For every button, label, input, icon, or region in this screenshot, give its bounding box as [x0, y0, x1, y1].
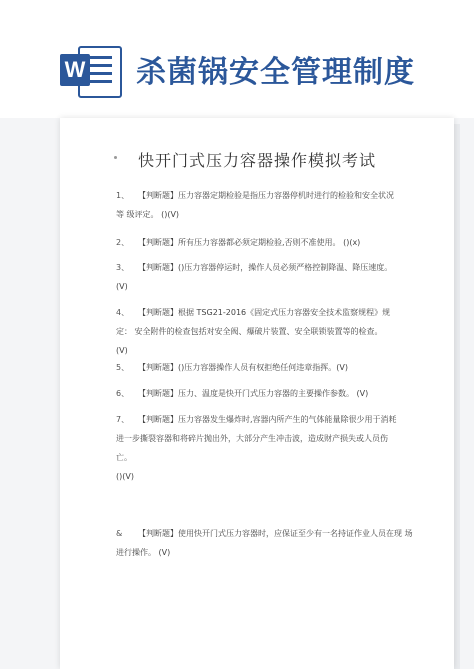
exam-title: 快开门式压力容器操作模拟考试: [137, 151, 376, 170]
question-item: [116, 258, 392, 296]
question-number: 7、: [116, 415, 130, 424]
question-text-line: 【判断题】压力、温度是快开门式压力容器的主要操作参数。 (V): [138, 389, 369, 398]
question-text-line: 等 级评定。 ()(V): [116, 210, 180, 219]
question-item: [116, 358, 348, 377]
question-text-line: (V): [116, 346, 128, 355]
question-text-line: 【判断题】()压力容器操作人员有权拒绝任何违章指挥。(V): [138, 363, 348, 372]
question-text-line: (V): [116, 282, 128, 291]
question-text-line: 进行操作。 (V): [116, 548, 171, 557]
question-text-line: 进一步撕裂容器和将碎片抛出外，大部分产生冲击波，造成财产损失或人员伤: [116, 434, 388, 443]
question-number: 5、: [116, 363, 130, 372]
document-page: [60, 118, 454, 669]
document-header: [0, 0, 474, 118]
question-number: 1、: [116, 191, 130, 200]
question-item: [116, 186, 394, 224]
question-item: [116, 233, 360, 252]
question-number: 2、: [116, 238, 130, 247]
question-number: &: [116, 529, 123, 538]
question-item: [116, 384, 368, 403]
question-text-line: 【判断题】压力容器发生爆炸时,容器内所产生的气体能量除很少用于消耗: [138, 415, 397, 424]
question-item: [116, 410, 397, 486]
question-number: 4、: [116, 308, 130, 317]
question-text-line: 亡。: [116, 453, 132, 462]
question-text-line: 【判断题】所有压力容器都必须定期检验,否则不准使用。 ()(x): [138, 238, 361, 247]
question-text-line: ()(V): [116, 472, 134, 481]
question-text-line: 【判断题】使用快开门式压力容器时，应保证至少有一名持证作业人员在现 场: [138, 529, 413, 538]
question-text-line: 定： 安全附件的检查包括对安全阀、爆破片装置、安全联锁装置等的检查。: [116, 327, 383, 336]
page-title: 杀菌锅安全管理制度: [136, 55, 415, 90]
question-item: [116, 303, 390, 360]
question-number: 6、: [116, 389, 130, 398]
question-text-line: 【判断题】压力容器定期检验是指压力容器停机时进行的检验和安全状况: [138, 191, 394, 200]
word-icon: [60, 44, 122, 96]
question-text-line: 【判断题】()压力容器停运时，操作人员必须严格控制降温、降压速度。: [138, 263, 393, 272]
question-item: [116, 524, 413, 562]
question-number: 3、: [116, 263, 130, 272]
word-badge: W: [60, 54, 90, 86]
question-text-line: 【判断题】根据 TSG21-2016《固定式压力容器安全技术监察规程》规: [138, 308, 391, 317]
